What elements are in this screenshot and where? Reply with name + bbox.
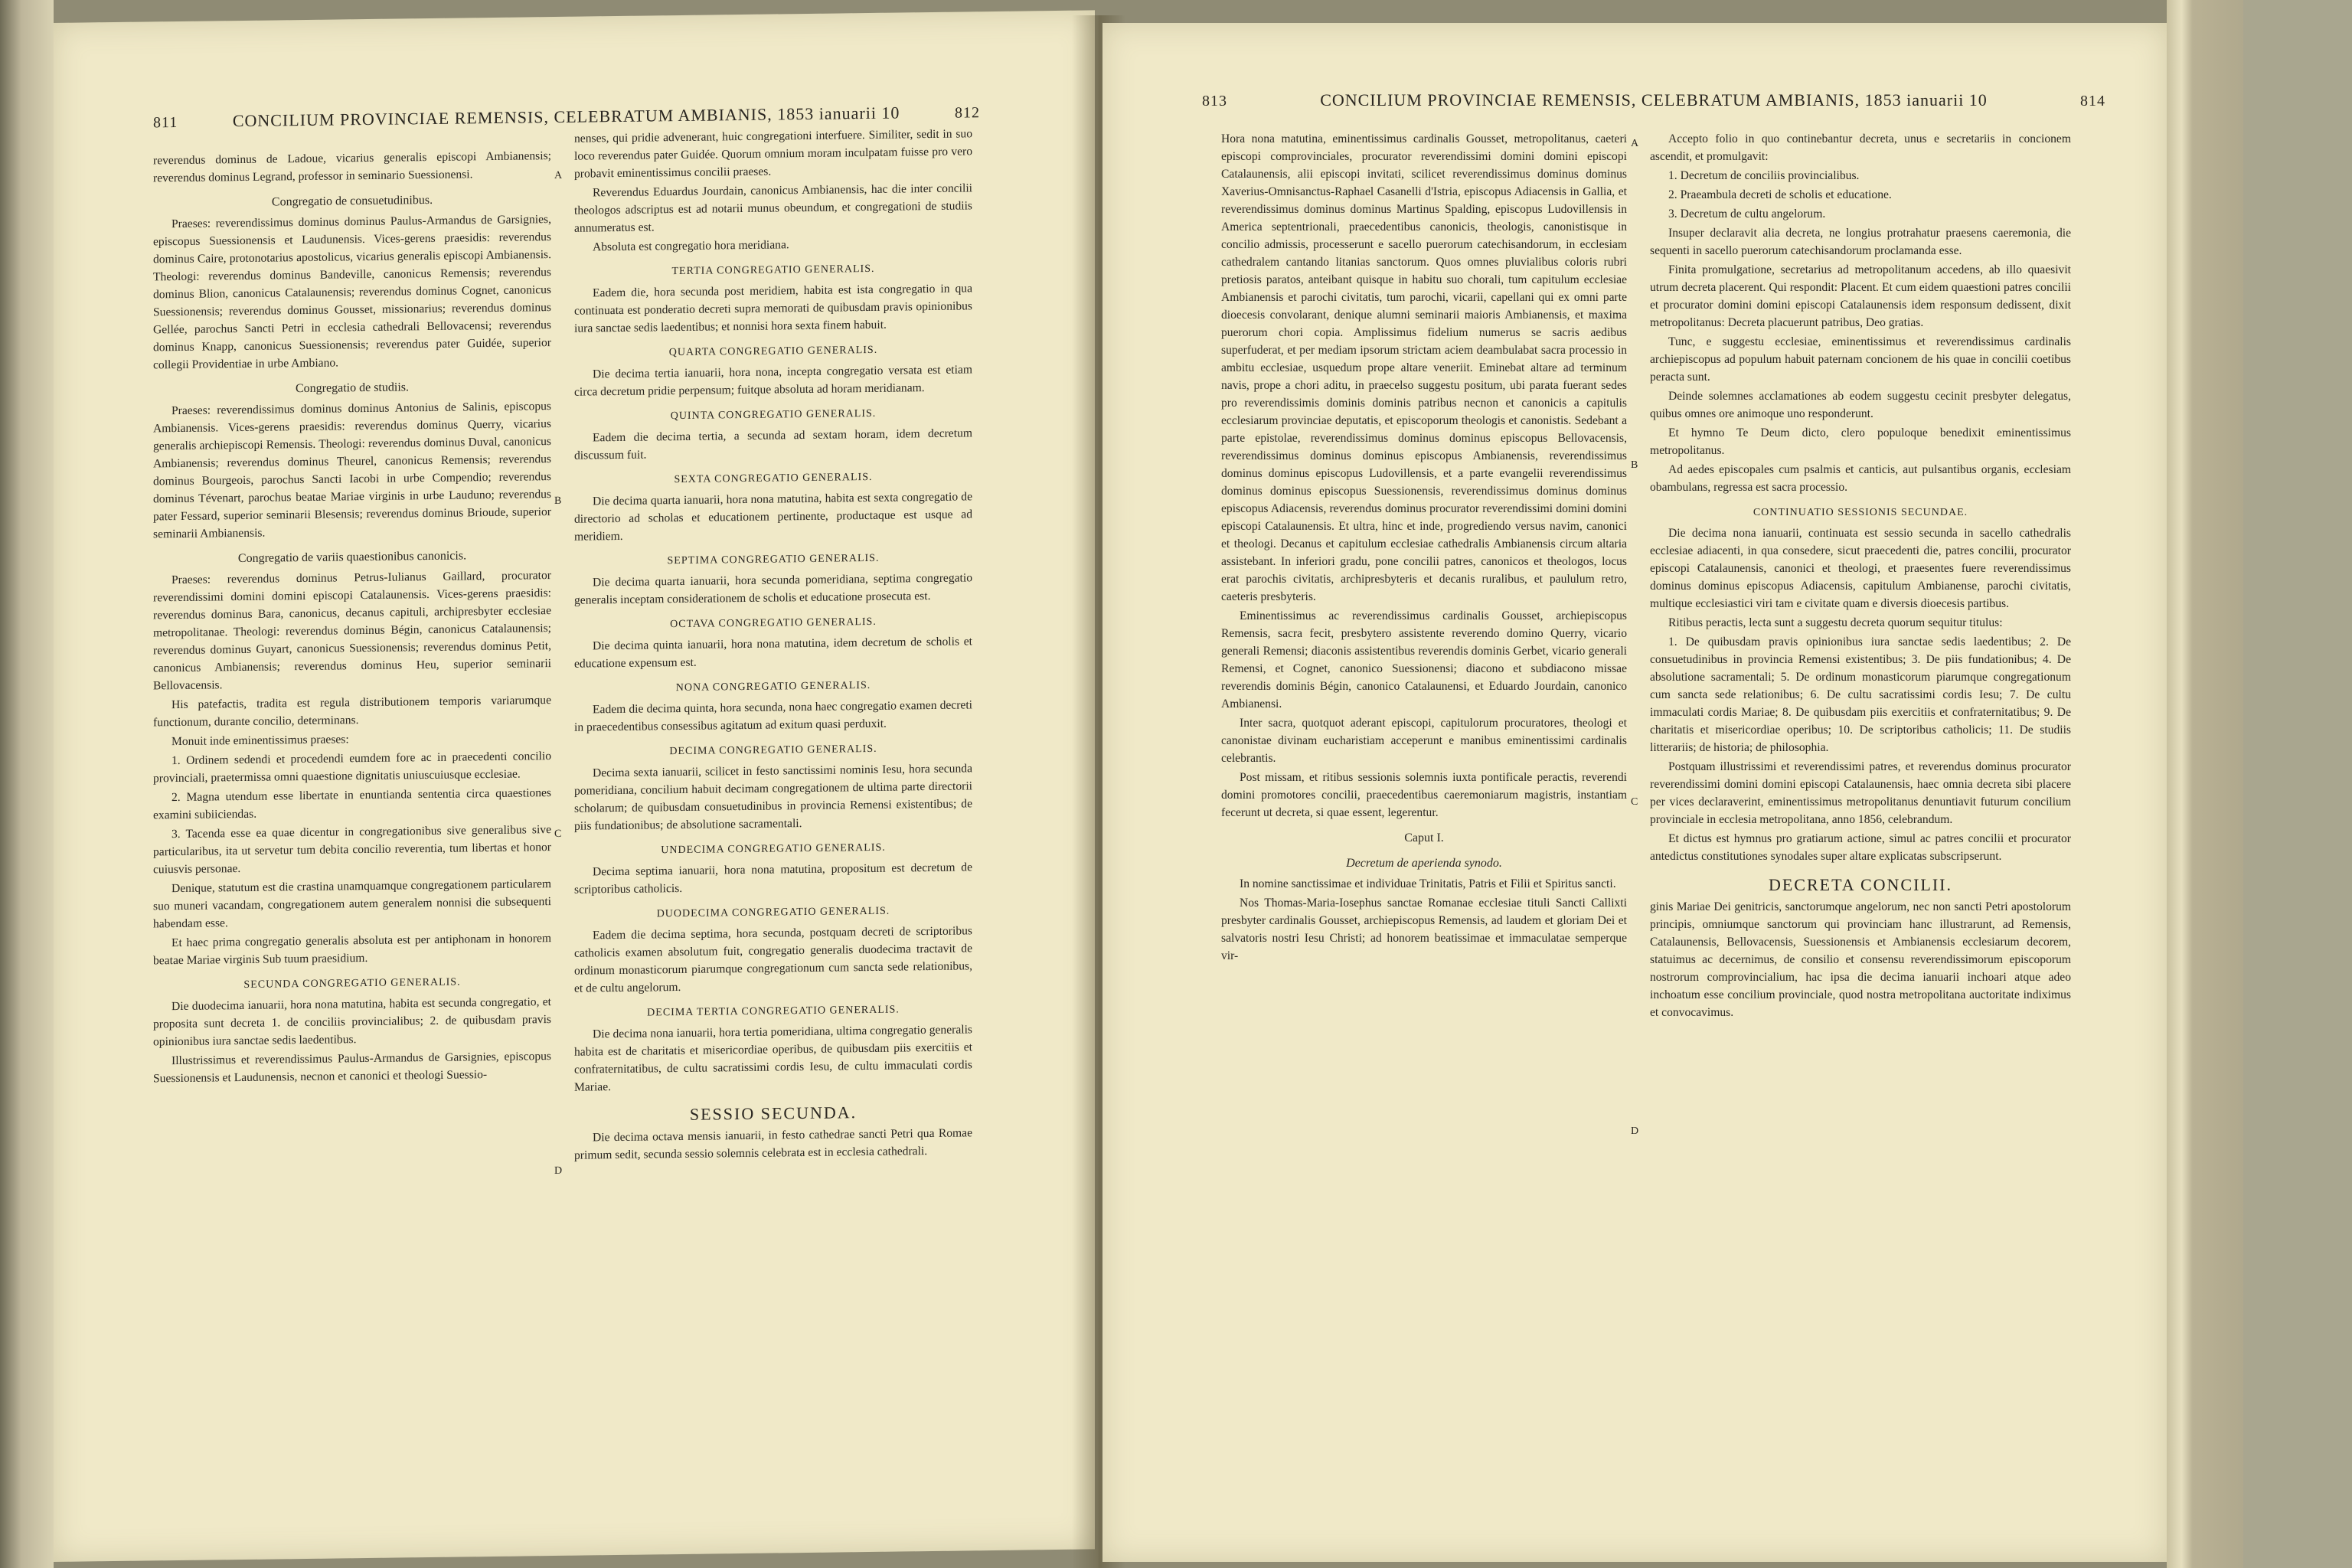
section-heading: SECUNDA CONGREGATIO GENERALIS. bbox=[243, 976, 461, 991]
section-heading: QUINTA CONGREGATIO GENERALIS. bbox=[670, 407, 877, 423]
right-page-number-b: 814 bbox=[2080, 93, 2105, 109]
paragraph: Decima sexta ianuarii, scilicet in festo sanctissimi nominis Iesu, hora secunda pomeridiana, concilium habuit decimam congregationem de ultima parte directorii scholarum; de quibusdam consuetudinibus in provincia Remensi existentibus; de piis fundationibus; de absolutione sacramentali. bbox=[574, 762, 972, 833]
section-heading: QUARTA CONGREGATIO GENERALIS. bbox=[668, 344, 878, 359]
right-page-header bbox=[1202, 90, 2105, 110]
paragraph: Hora nona matutina, eminentissimus cardinalis Gousset, metropolitanus, caeteri episcopi comprovinciales, procurator reverendissimi domini domini episcopi Catalaunensis, alii episcopi invitati, scilicet reverendissimus dominus dominus Xaverius-Omnisanctus-Raphael Casanelli d'Istria, episcopus Adiacensis in Gallia, et reverendissimus dominus dominus Martinus Spalding, episcopus Ludovillensis in America septentrionali, praecedentibus canonicis, theologis, canonistisque in concilio admissis, processerunt e sacello puerorum catechisandorum, in ecclesiam cathedralem cantando litanias sanctorum. Quos omnes pluvialibus coloris rubri pretiosis paratos, anteibant quisque in habitu suo chorali, tum capitulum ecclesiae Ambianensis et parochi civitatis, tum parochi, vicarii, capellani qui ex omni parte dioecesis convolarant, denique alumni seminarii maioris Ambianensis, et maxima puerorum chori copia. Amplissimus fidelium numerus se sacris aedibus superfuderat, et per mediam ipsorum strictam aciem deambulabat sacra processio in ambitu ecclesiae, usquedum prope altare veneriit. Eminebat altare ad terminum navis, prope a chori aditu, in praecelso suggestu positum, ubi parata fuerant sedes pro reverendissimis dominis dominis patribus necnon et canonicis a capitulis ecclesiarum provinciae deputatis, et episcoporum theologis et canonistis. Sedebant a parte epistolae, reverendissimus dominus dominus episcopus Bellovacensis, reverendissimus dominus dominus episcopus Ambianensis, reverendissimus dominus dominus episcopus Ludovillensis, et a parte evangelii reverendissimus dominus dominus episcopus Suessionensis, reverendissimus dominus dominus episcopus Adiacensis, reverendus dominus procurator reverendissimi domini domini episcopi Catalaunensis. Et ultra, hinc et inde, progrediendo versus navim, canonici et theologi. Decanus et capitulum ecclesiae cathedralis Ambianensis circum altaria assistebant. In inferiori gradu, pone concilii patres, canonicos et theologos, locus erat parochis civitatis, archipresbyteris et decanis ruralibus, et paululum retro, caeteris presbyteris. bbox=[1221, 132, 1627, 603]
paragraph: Praeses: reverendissimus dominus dominus Paulus-Armandus de Garsignies, episcopus Suessionensis et Laudunensis. Vices-gerens praesidis: reverendus dominus Caire, protonotarius apostolicus, vicarius generalis episcopi Ambianensis. Theologi: reverendus dominus Bandeville, canonicus Remensis; reverendus dominus Blion, canonicus Catalaunensis; reverendus dominus Cognet, canonicus Suessionensis; reverendus dominus Gousset, missionarius; reverendus dominus Gellée, parochus Sancti Petri in ecclesia cathedrali Bellovacensi; reverendus dominus Knapp, canonicus Suessionensis; reverendus pater Guidée, superior collegii Providentiae in urbe Ambiano. bbox=[153, 213, 551, 372]
paragraph: Nos Thomas-Maria-Iosephus sanctae Romanae ecclesiae tituli Sancti Callixti presbyter cardinalis Gousset, archiepiscopus Remensis, ad laudem et gloriam Dei et salvatoris nostri Iesu Christi; ad honorem beatissimae et immaculatae semperque vir- bbox=[1221, 897, 1627, 962]
right-page-number-a: 813 bbox=[1202, 93, 1227, 109]
right-running-title: CONCILIUM PROVINCIAE REMENSIS, CELEBRATUM AMBIANIS, 1853 ianuarii 10 bbox=[1320, 90, 1988, 109]
paragraph: nenses, qui pridie advenerant, huic congregationi interfuere. Similiter, sedit in suo loco reverendus pater Guidée. Quorum omnium moram inculpatam fuisse pro vero probavit eminentissimus concilii praeses. bbox=[574, 127, 972, 181]
paragraph: Die duodecima ianuarii, hora nona matutina, habita est secunda congregatio, et proposita sunt decreta 1. de conciliis provincialibus; 2. de quibusdam pravis opinionibus iura sanctae sedis laedentibus. bbox=[153, 995, 551, 1049]
paragraph: 1. Ordinem sedendi et procedendi eumdem fore ac in praecedenti concilio provinciali, praetermissa omni quaestione dignitatis uniuscuiusque ecclesiae. bbox=[153, 750, 551, 786]
margin-letter-b: B bbox=[554, 495, 562, 508]
section-heading: DECIMA CONGREGATIO GENERALIS. bbox=[669, 743, 877, 758]
paragraph: 2. Magna utendum esse libertate in enuntianda sententia circa quaestiones examini subiiciendas. bbox=[153, 786, 551, 822]
section-heading: DECRETA CONCILII. bbox=[1768, 875, 1952, 894]
paragraph: Illustrissimus et reverendissimus Paulus-Armandus de Garsignies, episcopus Suessionensis et Laudunensis, necnon et canonici et theologi Suessio- bbox=[153, 1050, 551, 1086]
section-heading: Congregatio de consuetudinibus. bbox=[271, 193, 433, 209]
book-cover-edge bbox=[2243, 0, 2352, 1568]
paragraph: Inter sacra, quotquot aderant episcopi, capitulorum procuratores, theologi et canonistae divinam eucharistiam acceperunt e manibus eminentissimi cardinalis celebrantis. bbox=[1221, 717, 1627, 765]
left-page-number-b: 812 bbox=[954, 104, 980, 122]
margin-letter-d: D bbox=[554, 1165, 563, 1178]
paragraph: Eadem die decima quinta, hora secunda, nona haec congregatio examen decreti in praecedentibus consessibus agitatum ad exitum quasi perduxit. bbox=[574, 698, 972, 734]
paragraph: Accepto folio in quo continebantur decreta, unus e secretariis in concionem ascendit, et promulgavit: bbox=[1650, 132, 2071, 163]
section-heading: Congregatio de variis quaestionibus canonicis. bbox=[237, 549, 467, 566]
margin-letter-c: C bbox=[554, 828, 562, 841]
paragraph: Die decima tertia ianuarii, hora nona, incepta congregatio versata est etiam circa decretum pridie perpensum; fuitque absoluta ad horam meridianam. bbox=[574, 363, 972, 399]
paragraph: Post missam, et ritibus sessionis solemnis iuxta pontificale peractis, reverendi domini promotores concilii, praecedentibus caeremoniarum magistris, instantiam fecerunt ut decreta, si quae essent, legerentur. bbox=[1221, 771, 1627, 819]
paragraph: ginis Mariae Dei genitricis, sanctorumque angelorum, nec non sancti Petri apostolorum principis, omniumque sanctorum qui provinciam hanc illustrarunt, ad Remensis, Catalaunensis, Bellovacensis, Suessionensis et Ambianensis ecclesiarum decorem, statuimus ac decernimus, de consilio et consensu reverendissimorum episcoporum nostrorum comprovincialium, hac ipsa die decima ianuarii inchoari atque adeo inchoatum esse concilium provinciale, quod nostra metropolitana auctoritate indiximus et convocavimus. bbox=[1650, 900, 2071, 1019]
paragraph: His patefactis, tradita est regula distributionem temporis variarumque functionum, durante concilio, determinans. bbox=[153, 694, 551, 730]
paragraph: Die decima nona ianuarii, hora tertia pomeridiana, ultima congregatio generalis habita est de charitatis et misericordiae operibus, de quibusdam piis exercitiis et confraternitatibus, de cultu sacratissimi cordis Iesu, de cultu immaculati cordis Mariae. bbox=[574, 1023, 972, 1094]
section-heading: SEPTIMA CONGREGATIO GENERALIS. bbox=[667, 552, 880, 567]
paragraph: Absoluta est congregatio hora meridiana. bbox=[593, 238, 789, 254]
paragraph: Eadem die decima septima, hora secunda, postquam decreti de scriptoribus catholicis examen absolutum fuit, congregatio generalis duodecima tractavit de ordinum monasticorum piarumque congregationum cum sancta sede relationibus, et de cultu angelorum. bbox=[574, 924, 972, 995]
paragraph: Et dictus est hymnus pro gratiarum actione, simul ac patres concilii et procurator antedictus constitutiones synodales super altare explicatas subscripserunt. bbox=[1650, 832, 2071, 863]
paragraph: 2. Praeambula decreti de scholis et educatione. bbox=[1668, 188, 1892, 201]
margin-letter-a: A bbox=[554, 169, 563, 182]
margin-letter-d: D bbox=[1631, 1125, 1639, 1137]
paragraph: Et hymno Te Deum dicto, clero populoque benedixit eminentissimus metropolitanus. bbox=[1650, 426, 2071, 457]
section-heading: SEXTA CONGREGATIO GENERALIS. bbox=[674, 471, 873, 486]
paragraph: Finita promulgatione, secretarius ad metropolitanum accedens, ab illo quaesivit utrum decreta placerent. Qui respondit: Placent. Et cum eidem quaestioni patres concilii et procurator domini domini episcopi Catalaunensis idem responsum dedissent, dixit metropolitanus: Decreta placuerunt patribus, Deo gratias. bbox=[1650, 263, 2071, 329]
section-heading: UNDECIMA CONGREGATIO GENERALIS. bbox=[661, 841, 886, 857]
section-heading: OCTAVA CONGREGATIO GENERALIS. bbox=[670, 616, 877, 631]
margin-letter-a: A bbox=[1631, 138, 1639, 149]
margin-letter-b: B bbox=[1631, 459, 1638, 471]
left-column-a bbox=[153, 147, 551, 1089]
paragraph: In nomine sanctissimae et individuae Trinitatis, Patris et Filii et Spiritus sancti. bbox=[1240, 877, 1616, 890]
section-heading: SESSIO SECUNDA. bbox=[689, 1102, 858, 1124]
left-column-b bbox=[574, 125, 972, 1165]
section-heading: CONTINUATIO SESSIONIS SECUNDAE. bbox=[1753, 507, 1968, 518]
paragraph: Et haec prima congregatio generalis absoluta est per antiphonam in honorem beatae Mariae virginis Sub tuum praesidium. bbox=[153, 932, 551, 968]
left-running-title: CONCILIUM PROVINCIAE REMENSIS, CELEBRATUM AMBIANIS, 1853 ianuarii 10 bbox=[232, 103, 900, 131]
section-heading: TERTIA CONGREGATIO GENERALIS. bbox=[671, 263, 875, 278]
section-heading: NONA CONGREGATIO GENERALIS. bbox=[675, 679, 871, 694]
paragraph: Praeses: reverendus dominus Petrus-Iulianus Gaillard, procurator reverendissimi domini domini episcopi Catalaunensis. Vices-gerens praesidis: reverendus dominus Bara, canonicus, decanus capituli, archipresbyter ecclesiae metropolitanae. Theologi: reverendus dominus Bégin, canonicus Catalaunensis; reverendus dominus Guyart, canonicus Suessionensis; reverendus dominus Petit, canonicus Ambianensis; reverendus dominus Heu, superior seminarii Bellovacensis. bbox=[153, 569, 551, 693]
paragraph: Denique, statutum est die crastina unamquamque congregationem particularem suo muneri vacandam, congregationem autem generalem nonnisi die subsequenti habendam esse. bbox=[153, 877, 551, 931]
paragraph: Eminentissimus ac reverendissimus cardinalis Gousset, archiepiscopus Remensis, sacra fecit, presbytero assistente reverendo domino Querry, vicario generali Remensi; diaconis assistentibus reverendis dominis Gerbet, vicario generali Remensi, et Cognet, canonico Suessionensi; diacono et subdiacono missae reverendis dominis Bégin, canonico Catalaunensi, et Eduardo Jourdain, canonico Ambianensi. bbox=[1221, 609, 1627, 710]
section-heading: Congregatio de studiis. bbox=[296, 381, 409, 396]
left-page-number-a: 811 bbox=[153, 114, 178, 132]
section-heading: Decretum de aperienda synodo. bbox=[1346, 857, 1502, 870]
paragraph: Die decima nona ianuarii, continuata est sessio secunda in sacello cathedralis ecclesiae adiacenti, in qua consedere, sicut praecedenti die, patres concilii, procurator episcopi Catalaunensis, canonici et theologi, et praesentes fuere reverendissimus dominus dominus episcopus Adiacensis, capitulum Ambianense, parochi civitatis, multique ecclesiastici viri tam e civitate quam e diversis dioecesis partibus. bbox=[1650, 527, 2071, 610]
paragraph: Reverendus Eduardus Jourdain, canonicus Ambianensis, hac die inter concilii theologos adscriptus est ad notarii munus obeundum, et congregationi de studiis annumeratus est. bbox=[574, 181, 972, 235]
paragraph: Die decima quinta ianuarii, hora nona matutina, idem decretum de scholis et educatione expensum est. bbox=[574, 635, 972, 671]
paragraph: 3. Decretum de cultu angelorum. bbox=[1668, 207, 1826, 220]
paragraph: Insuper declaravit alia decreta, ne longius protrahatur praesens caeremonia, die sequenti in sacello puerorum catechisandorum proclamanda esse. bbox=[1650, 227, 2071, 257]
paragraph: Die decima quarta ianuarii, hora nona matutina, habita est sexta congregatio de directorio ad scholas et educationem pertinente, productaque est usque ad meridiem. bbox=[574, 490, 972, 544]
margin-letter-c: C bbox=[1631, 796, 1638, 808]
paragraph: Ritibus peractis, lecta sunt a suggestu decreta quorum sequitur titulus: bbox=[1668, 616, 2003, 629]
paragraph: 1. De quibusdam pravis opinionibus iura sanctae sedis laedentibus; 2. De consuetudinibus in provincia Remensi existentibus; 3. De piis fundationibus; 4. De absolutione sacramentali; 5. De ordinum monasticorum piarumque congregationum cum sancta sede relationibus; 6. De cultu sacratissimi cordis Iesu; 7. De cultu immaculati cordis Mariae; 8. De quibusdam piis exercitiis et confraternitatibus; 9. De charitatis et misericordiae operibus; 10. De scriptoribus catholicis; 11. De studiis litterariis; de historia; de philosophia. bbox=[1650, 635, 2071, 754]
paragraph: Die decima octava mensis ianuarii, in festo cathedrae sancti Petri qua Romae primum sedit, secunda sessio solemnis celebrata est in ecclesia cathedrali. bbox=[574, 1126, 972, 1162]
paragraph: Postquam illustrissimi et reverendissimi patres, et reverendus dominus procurator reverendissimi domini domini episcopi Catalaunensis, haec omnia decreta sibi placere per vices declaraverint, eminentissimus metropolitanus denuntiavit futurum concilium provinciale in ecclesia metropolitana, anno 1856, celebrandum. bbox=[1650, 760, 2071, 826]
section-heading: Caput I. bbox=[1404, 831, 1444, 844]
right-page bbox=[1102, 23, 2167, 1562]
paragraph: Tunc, e suggestu ecclesiae, eminentissimus et reverendissimus cardinalis archiepiscopus ad populum habuit paternam concionem de his quae in concilii coetibus peracta sunt. bbox=[1650, 335, 2071, 384]
paragraph: Monuit inde eminentissimus praeses: bbox=[172, 733, 349, 749]
left-page-edge bbox=[0, 0, 54, 1568]
paragraph: Praeses: reverendissimus dominus dominus Antonius de Salinis, episcopus Ambianensis. Vices-gerens praesidis: reverendus dominus Querry, vicarius generalis archiepiscopi Remensis. Theologi: reverendus dominus Duval, canonicus Ambianensis; reverendus dominus Theurel, canonicus Remensis; reverendus dominus Bourgeois, parochus Sancti Iacobi in urbe Compendio; reverendus dominus Tévenart, parochus beatae Mariae virginis in urbe Lauduno; reverendus pater Fessard, superior seminarii Blesensis; reverendus dominus Brioude, superior seminarii Ambianensis. bbox=[153, 400, 551, 541]
section-heading: DECIMA TERTIA CONGREGATIO GENERALIS. bbox=[647, 1004, 900, 1019]
paragraph: Deinde solemnes acclamationes ab eodem suggestu cecinit presbyter delegatus, quibus omnes ore animoque uno responderunt. bbox=[1650, 390, 2071, 420]
paragraph: 1. Decretum de conciliis provincialibus. bbox=[1668, 169, 1860, 182]
paragraph: reverendus dominus de Ladoue, vicarius generalis episcopi Ambianensis; reverendus dominus Legrand, professor in seminario Suessionensi. bbox=[153, 149, 551, 185]
right-column-b bbox=[1650, 130, 2071, 1023]
paragraph: Eadem die, hora secunda post meridiem, habita est ista congregatio in qua continuata est ponderatio decreti supra memorati de quibusdam pravis opinionibus iura sanctae sedis laedentibus; et nonnisi hora sexta finem habuit. bbox=[574, 282, 972, 335]
paragraph: Eadem die decima tertia, a secunda ad sextam horam, idem decretum discussum fuit. bbox=[574, 426, 972, 462]
left-page bbox=[54, 10, 1095, 1562]
section-heading: DUODECIMA CONGREGATIO GENERALIS. bbox=[656, 905, 890, 920]
right-column-a bbox=[1221, 130, 1627, 966]
paragraph: Decima septima ianuarii, hora nona matutina, propositum est decretum de scriptoribus catholicis. bbox=[574, 861, 972, 897]
paragraph: Die decima quarta ianuarii, hora secunda pomeridiana, septima congregatio generalis inceptam considerationem de scholis et educatione prosecuta est. bbox=[574, 571, 972, 607]
paragraph: Ad aedes episcopales cum psalmis et canticis, aut pulsantibus organis, ecclesiam obambulans, regressa est sacra processio. bbox=[1650, 463, 2071, 494]
paragraph: 3. Tacenda esse ea quae dicentur in congregationibus sive generalibus sive particularibus, ita ut servetur tum debita concilio reverentia, tum libertas et honor cuiusvis personae. bbox=[153, 823, 551, 877]
